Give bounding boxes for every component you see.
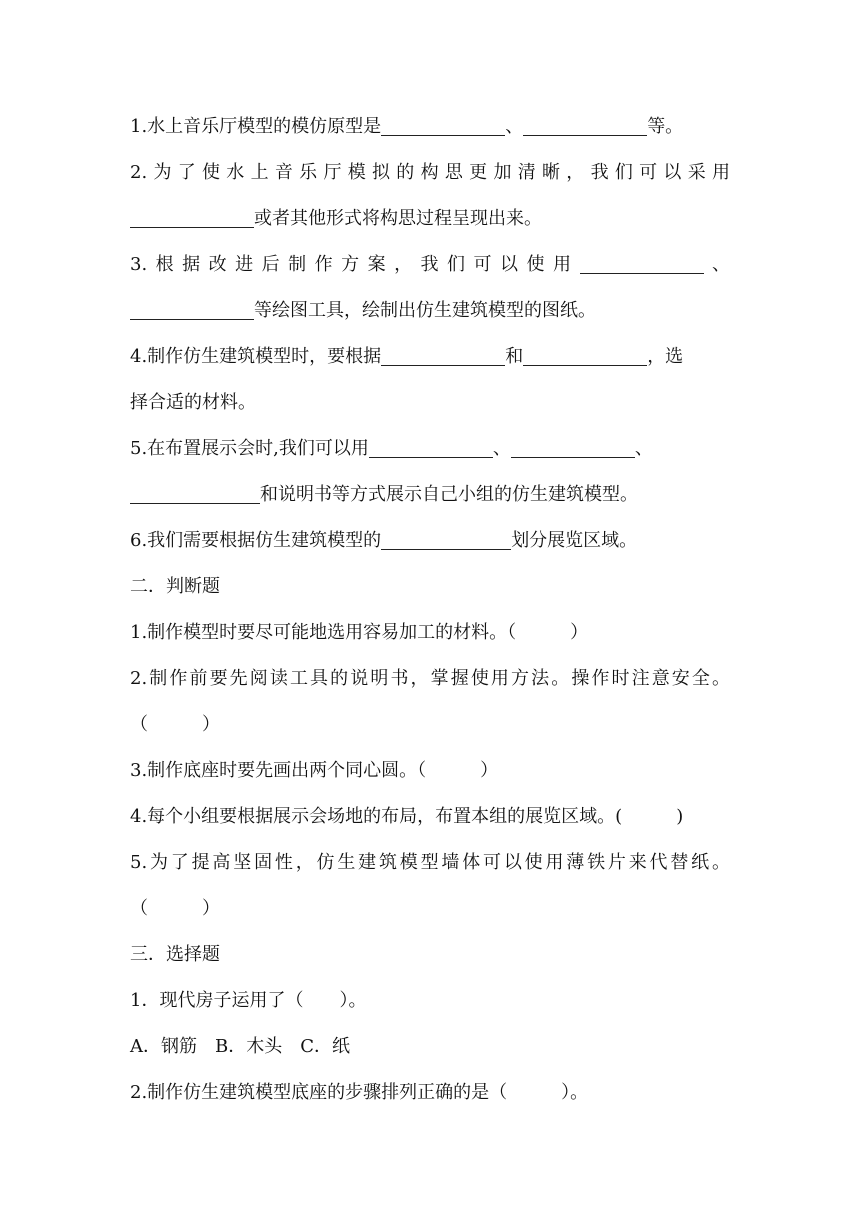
judgment-item-2-brackets: （ ） — [130, 714, 220, 735]
answer-blank[interactable] — [381, 339, 505, 366]
answer-blank[interactable] — [523, 109, 647, 136]
answer-blank[interactable] — [381, 109, 505, 136]
judgment-item-2: 2.制作前要先阅读工具的说明书，掌握使用方法。操作时注意安全。 — [130, 668, 730, 689]
answer-blank[interactable] — [381, 523, 511, 550]
fill-item-1-text: 1.水上音乐厅模型的模仿原型是 — [130, 116, 382, 137]
choice-item-1-options: A．钢筋 B．木头 C．纸 — [130, 1036, 350, 1057]
answer-blank[interactable] — [369, 431, 493, 458]
fill-item-5-tail: 和说明书等方式展示自己小组的仿生建筑模型。 — [260, 484, 638, 505]
fill-item-2-tail: 或者其他形式将构思过程呈现出来。 — [254, 208, 542, 229]
fill-item-3-text: 3.根据改进后制作方案，我们可以使用 — [130, 254, 580, 275]
fill-item-2-text: 2.为了使水上音乐厅模拟的构思更加清晰，我们可以采用 — [130, 162, 730, 183]
fill-item-2-line1 — [130, 150, 730, 196]
fill-item-4-tail: ，选 — [647, 346, 684, 367]
section-heading-choice: 三．选择题 — [130, 944, 220, 965]
fill-item-3-line2 — [130, 288, 730, 334]
fill-item-4-mid: 和 — [505, 346, 524, 367]
fill-item-6-tail: 划分展览区域。 — [511, 530, 638, 551]
answer-blank[interactable] — [130, 477, 260, 504]
fill-item-5-mid: 、 — [492, 438, 511, 459]
answer-blank[interactable] — [580, 247, 704, 274]
fill-item-3-sep: 、 — [703, 254, 730, 275]
worksheet — [130, 104, 730, 1116]
fill-item-3-line1 — [130, 242, 730, 288]
fill-item-5-line2 — [130, 472, 730, 518]
fill-item-1-sep: 、 — [505, 116, 524, 137]
fill-item-1-end: 等。 — [647, 116, 684, 137]
fill-item-4-line2 — [130, 380, 730, 426]
judgment-item-5: 5.为了提高坚固性，仿生建筑模型墙体可以使用薄铁片来代替纸。 — [130, 852, 730, 873]
fill-item-4-cont: 择合适的材料。 — [130, 392, 256, 413]
fill-item-3-tail: 等绘图工具，绘制出仿生建筑模型的图纸。 — [254, 300, 596, 321]
fill-item-6-text: 6.我们需要根据仿生建筑模型的 — [130, 530, 382, 551]
fill-item-5-sep: 、 — [634, 438, 653, 459]
choice-item-2: 2.制作仿生建筑模型底座的步骤排列正确的是（ ）。 — [130, 1082, 589, 1103]
judgment-item-5-brackets: （ ） — [130, 898, 220, 919]
judgment-item-4: 4.每个小组要根据展示会场地的布局，布置本组的展览区域。( ) — [130, 806, 684, 827]
judgment-item-3: 3.制作底座时要先画出两个同心圆。（ ） — [130, 760, 499, 781]
fill-item-4-text: 4.制作仿生建筑模型时，要根据 — [130, 346, 382, 367]
judgment-item-1: 1.制作模型时要尽可能地选用容易加工的材料。（ ） — [130, 622, 589, 643]
answer-blank[interactable] — [511, 431, 635, 458]
fill-item-1 — [130, 104, 730, 150]
fill-item-4-line1 — [130, 334, 730, 380]
fill-item-5-line1 — [130, 426, 730, 472]
answer-blank[interactable] — [523, 339, 647, 366]
answer-blank[interactable] — [130, 201, 254, 228]
answer-blank[interactable] — [130, 293, 254, 320]
fill-item-6 — [130, 518, 730, 564]
choice-item-1: 1．现代房子运用了（ ）。 — [130, 990, 367, 1011]
fill-item-5-text: 5.在布置展示会时,我们可以用 — [130, 438, 369, 459]
fill-item-2-line2 — [130, 196, 730, 242]
section-heading-judgment: 二．判断题 — [130, 576, 220, 597]
